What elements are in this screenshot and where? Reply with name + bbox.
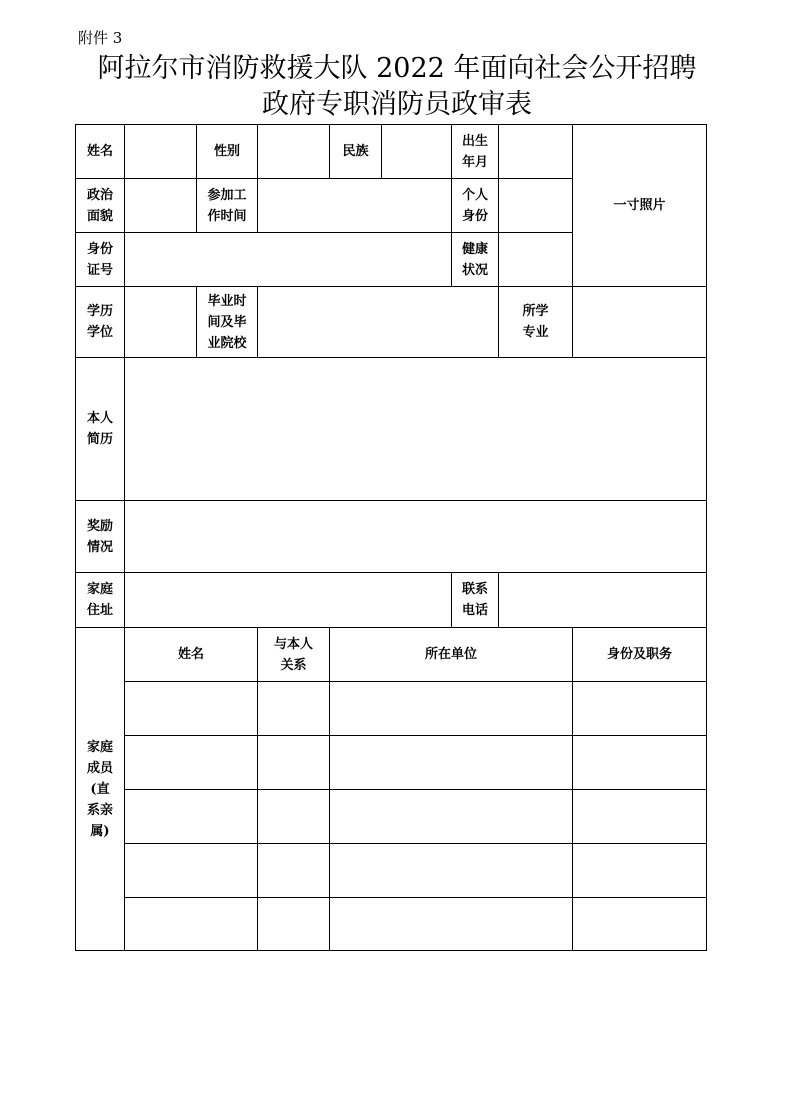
photo-label: 一寸照片: [613, 198, 666, 213]
family-row: [76, 898, 707, 951]
name-label: 姓名: [76, 125, 125, 179]
family-unit-cell[interactable]: [330, 790, 573, 844]
family-relation-cell[interactable]: [258, 844, 330, 898]
gender-label: 性别: [197, 125, 258, 179]
form-title-line2: 政府专职消防员政审表: [262, 89, 532, 120]
birth-date-field[interactable]: [499, 125, 573, 179]
name-field[interactable]: [125, 125, 197, 179]
family-position-cell[interactable]: [573, 682, 707, 736]
family-relation-cell[interactable]: [258, 736, 330, 790]
family-name-header: 姓名: [125, 628, 258, 682]
education-field[interactable]: [125, 287, 197, 358]
ethnicity-label: 民族: [330, 125, 382, 179]
home-address-field[interactable]: [125, 573, 452, 628]
major-field[interactable]: [573, 287, 707, 358]
id-number-field[interactable]: [125, 233, 452, 287]
home-address-label: 家庭 住址: [76, 573, 125, 628]
family-position-cell[interactable]: [573, 790, 707, 844]
form-title-line1: 阿拉尔市消防救援大队 2022 年面向社会公开招聘: [97, 53, 697, 84]
political-status-label: 政治 面貌: [76, 179, 125, 233]
resume-label: 本人 简历: [76, 358, 125, 501]
family-position-cell[interactable]: [573, 844, 707, 898]
family-position-cell[interactable]: [573, 736, 707, 790]
work-start-field[interactable]: [258, 179, 452, 233]
graduation-label: 毕业时 间及毕 业院校: [197, 287, 258, 358]
awards-label: 奖励 情况: [76, 501, 125, 573]
family-unit-cell[interactable]: [330, 844, 573, 898]
id-number-label: 身份 证号: [76, 233, 125, 287]
family-name-cell[interactable]: [125, 844, 258, 898]
family-unit-cell[interactable]: [330, 736, 573, 790]
phone-field[interactable]: [499, 573, 707, 628]
family-position-cell[interactable]: [573, 898, 707, 951]
political-review-form: [75, 124, 707, 951]
major-label: 所学 专业: [499, 287, 573, 358]
family-name-cell[interactable]: [125, 898, 258, 951]
gender-field[interactable]: [258, 125, 330, 179]
family-name-cell[interactable]: [125, 790, 258, 844]
personal-status-label: 个人 身份: [452, 179, 499, 233]
resume-field[interactable]: [125, 358, 707, 501]
political-status-field[interactable]: [125, 179, 197, 233]
family-position-header: 身份及职务: [573, 628, 707, 682]
health-label: 健康 状况: [452, 233, 499, 287]
phone-label: 联系 电话: [452, 573, 499, 628]
family-name-cell[interactable]: [125, 736, 258, 790]
family-unit-header: 所在单位: [330, 628, 573, 682]
family-row: [76, 790, 707, 844]
family-relation-cell[interactable]: [258, 790, 330, 844]
family-members-label: 家庭 成员 (直 系亲 属): [76, 628, 125, 951]
family-unit-cell[interactable]: [330, 682, 573, 736]
awards-field[interactable]: [125, 501, 707, 573]
ethnicity-field[interactable]: [382, 125, 452, 179]
graduation-field[interactable]: [258, 287, 499, 358]
family-relation-cell[interactable]: [258, 682, 330, 736]
health-field[interactable]: [499, 233, 573, 287]
photo-box[interactable]: [573, 125, 707, 287]
family-row: [76, 682, 707, 736]
personal-status-field[interactable]: [499, 179, 573, 233]
family-name-cell[interactable]: [125, 682, 258, 736]
family-relation-header: 与本人 关系: [258, 628, 330, 682]
birth-date-label: 出生 年月: [452, 125, 499, 179]
work-start-label: 参加工 作时间: [197, 179, 258, 233]
education-label: 学历 学位: [76, 287, 125, 358]
family-row: [76, 736, 707, 790]
attachment-number: 附件 3: [78, 29, 123, 47]
family-unit-cell[interactable]: [330, 898, 573, 951]
family-row: [76, 844, 707, 898]
family-relation-cell[interactable]: [258, 898, 330, 951]
